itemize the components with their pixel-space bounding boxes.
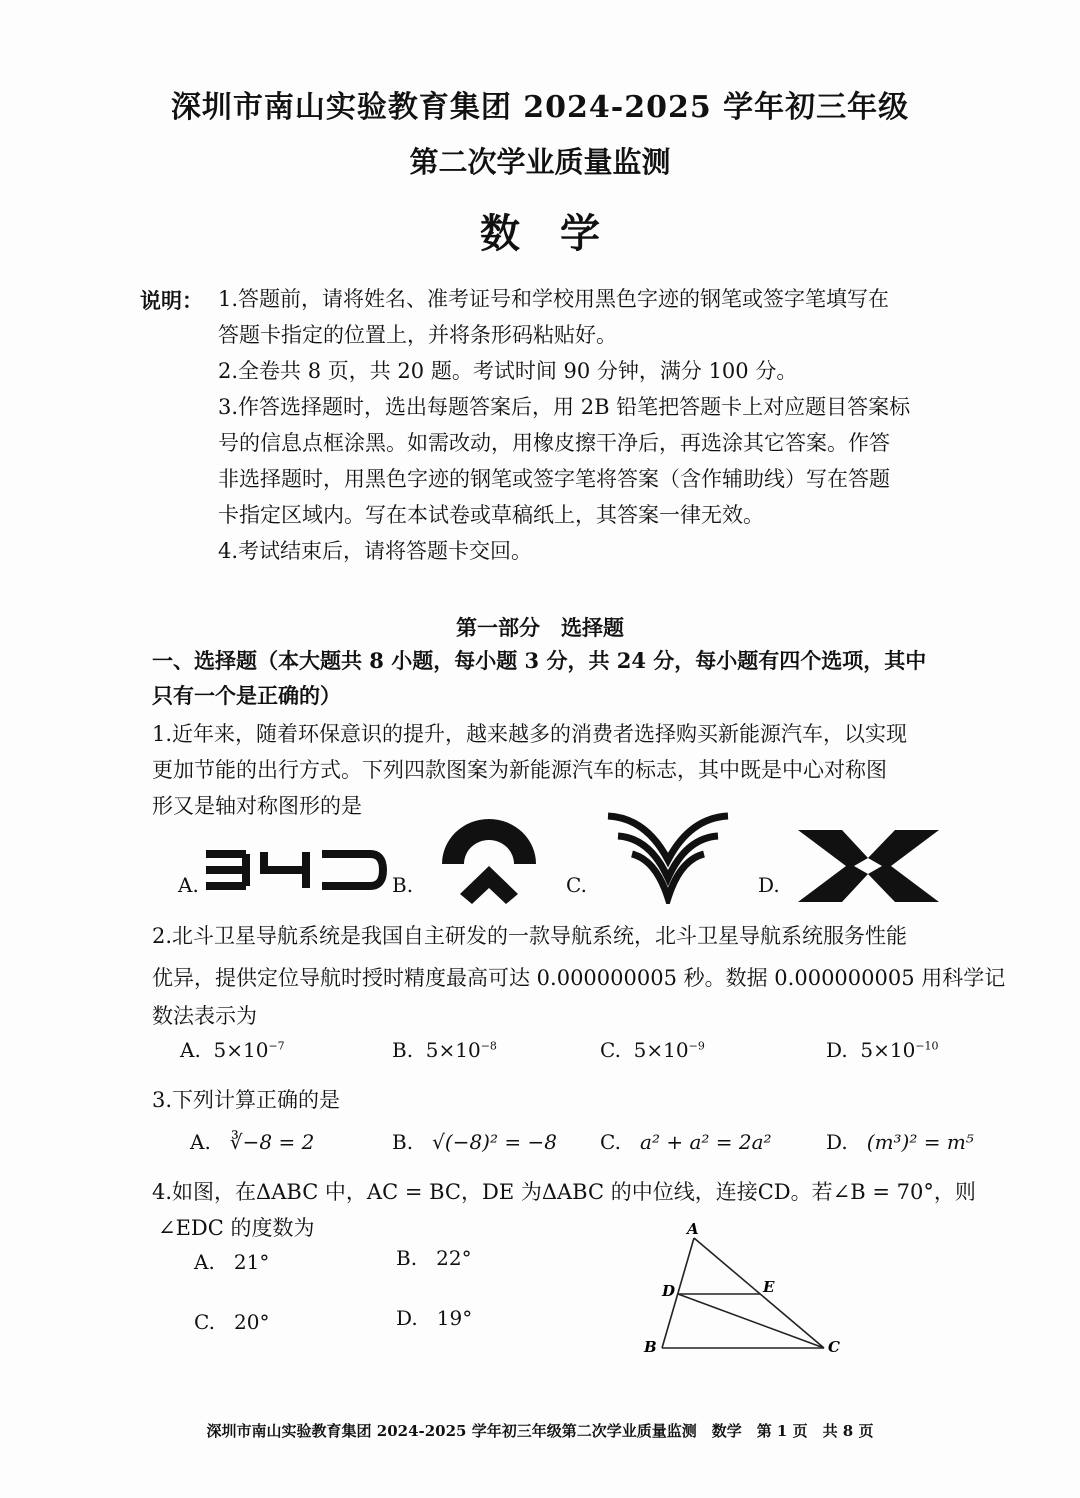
option-expression: (m³)² = m⁵ [866, 1130, 974, 1154]
option-label: A. [194, 1250, 215, 1274]
point-label-d: D [662, 1282, 676, 1300]
q4-option-a [194, 1250, 269, 1274]
option-value: 20° [234, 1310, 270, 1334]
question-2-text: 2.北斗卫星导航系统是我国自主研发的一款导航系统，北斗卫星导航系统服务性能 [152, 924, 908, 948]
wing-logo-image [606, 808, 730, 904]
q1-option-a: A. [178, 873, 199, 897]
option-value: 19° [436, 1306, 473, 1330]
option-value: 22° [436, 1246, 472, 1270]
exam-title: 深圳市南山实验教育集团 2024-2025 学年初三年级 [170, 90, 910, 125]
x-logo-image [796, 828, 941, 904]
q2-option-b [392, 1038, 497, 1062]
notes-line: 号的信息点框涂黑。如需改动，用橡皮擦干净后，再选涂其它答案。作答 [218, 431, 890, 455]
notes-line: 答题卡指定的位置上，并将条形码粘贴好。 [218, 323, 617, 347]
question-2-text: 数法表示为 [152, 1004, 257, 1028]
q1-option-c: C. [566, 873, 587, 897]
option-label: A. [180, 1038, 201, 1062]
question-3-text: 3.下列计算正确的是 [152, 1088, 341, 1112]
option-value: 5×10 [860, 1038, 916, 1062]
q2-option-d [826, 1038, 939, 1062]
question-4-text: 4.如图，在ΔABC 中，AC = BC，DE 为ΔABC 的中位线，连接CD。若∠B = 70°，则 [152, 1180, 976, 1204]
option-label: C. [600, 1130, 621, 1154]
q2-option-c [600, 1038, 705, 1062]
option-label: D. [826, 1130, 848, 1154]
q4-option-d [396, 1306, 472, 1330]
notes-label: 说明： [140, 288, 203, 313]
option-exponent: −7 [268, 1039, 285, 1053]
part-title: 第一部分 选择题 [456, 615, 624, 640]
notes-line: 卡指定区域内。写在本试卷或草稿纸上，其答案一律无效。 [218, 503, 764, 527]
notes-line: 4.考试结束后，请将答题卡交回。 [218, 539, 533, 563]
option-label: D. [396, 1306, 418, 1330]
option-exponent: −9 [688, 1039, 705, 1053]
notes-line: 2.全卷共 8 页，共 20 题。考试时间 90 分钟，满分 100 分。 [218, 359, 798, 383]
question-1-text: 更加节能的出行方式。下列四款图案为新能源汽车的标志，其中既是中心对称图 [152, 758, 887, 782]
point-label-a: A [687, 1220, 699, 1238]
question-2-text: 优异，提供定位导航时授时精度最高可达 0.000000005 秒。数据 0.000000005 用科学记 [152, 966, 1006, 990]
byd-logo-image [202, 848, 387, 892]
option-label: C. [194, 1310, 215, 1334]
page-footer: 深圳市南山实验教育集团 2024-2025 学年初三年级第二次学业质量监测 数学 第 1 页 共 8 页 [206, 1422, 874, 1440]
notes-line: 3.作答选择题时，选出每题答案后，用 2B 铅笔把答题卡上对应题目答案标 [218, 395, 911, 419]
q3-option-b [392, 1130, 557, 1154]
q1-option-d: D. [758, 873, 780, 897]
point-label-c: C [828, 1338, 840, 1356]
point-label-b: B [644, 1338, 657, 1356]
option-value: 21° [233, 1250, 270, 1274]
option-expression: √(−8)² = −8 [432, 1130, 557, 1154]
section-instructions: 只有一个是正确的） [152, 683, 341, 708]
option-expression: a² + a² = 2a² [640, 1130, 772, 1154]
segment-dc [678, 1294, 824, 1348]
option-label: B. [392, 1038, 414, 1062]
q2-option-a [180, 1038, 285, 1062]
notes-line: 1.答题前，请将姓名、准考证号和学校用黑色字迹的钢笔或签字笔填写在 [218, 287, 890, 311]
question-1-text: 1.近年来，随着环保意识的提升，越来越多的消费者选择购买新能源汽车，以实现 [152, 722, 908, 746]
option-label: B. [396, 1246, 418, 1270]
option-exponent: −10 [915, 1039, 939, 1053]
q3-option-c [600, 1130, 772, 1154]
side-ac [694, 1238, 824, 1348]
option-label: B. [392, 1130, 414, 1154]
question-1-text: 形又是轴对称图形的是 [152, 794, 362, 818]
option-expression: ∛−8 = 2 [229, 1130, 315, 1154]
q4-option-c [194, 1310, 269, 1334]
option-label: D. [826, 1038, 848, 1062]
q3-option-a [190, 1130, 314, 1154]
option-label: C. [600, 1038, 621, 1062]
option-exponent: −8 [480, 1039, 497, 1053]
q1-option-b: B. [392, 873, 414, 897]
option-value: 5×10 [633, 1038, 689, 1062]
question-4-text: ∠EDC 的度数为 [158, 1216, 315, 1240]
triangle-figure [636, 1218, 856, 1358]
option-label: A. [190, 1130, 211, 1154]
option-value: 5×10 [425, 1038, 481, 1062]
option-value: 5×10 [213, 1038, 269, 1062]
subject-title: 数学 [480, 210, 640, 257]
q3-option-d [826, 1130, 974, 1154]
notes-line: 非选择题时，用黑色字迹的钢笔或签字笔将答案（含作辅助线）写在答题 [218, 467, 890, 491]
nio-logo-image [440, 818, 538, 904]
section-instructions: 一、选择题（本大题共 8 小题，每小题 3 分，共 24 分，每小题有四个选项，其中 [152, 648, 927, 673]
point-label-e: E [763, 1278, 775, 1296]
q4-option-b [396, 1246, 472, 1270]
exam-subtitle: 第二次学业质量监测 [409, 145, 671, 179]
